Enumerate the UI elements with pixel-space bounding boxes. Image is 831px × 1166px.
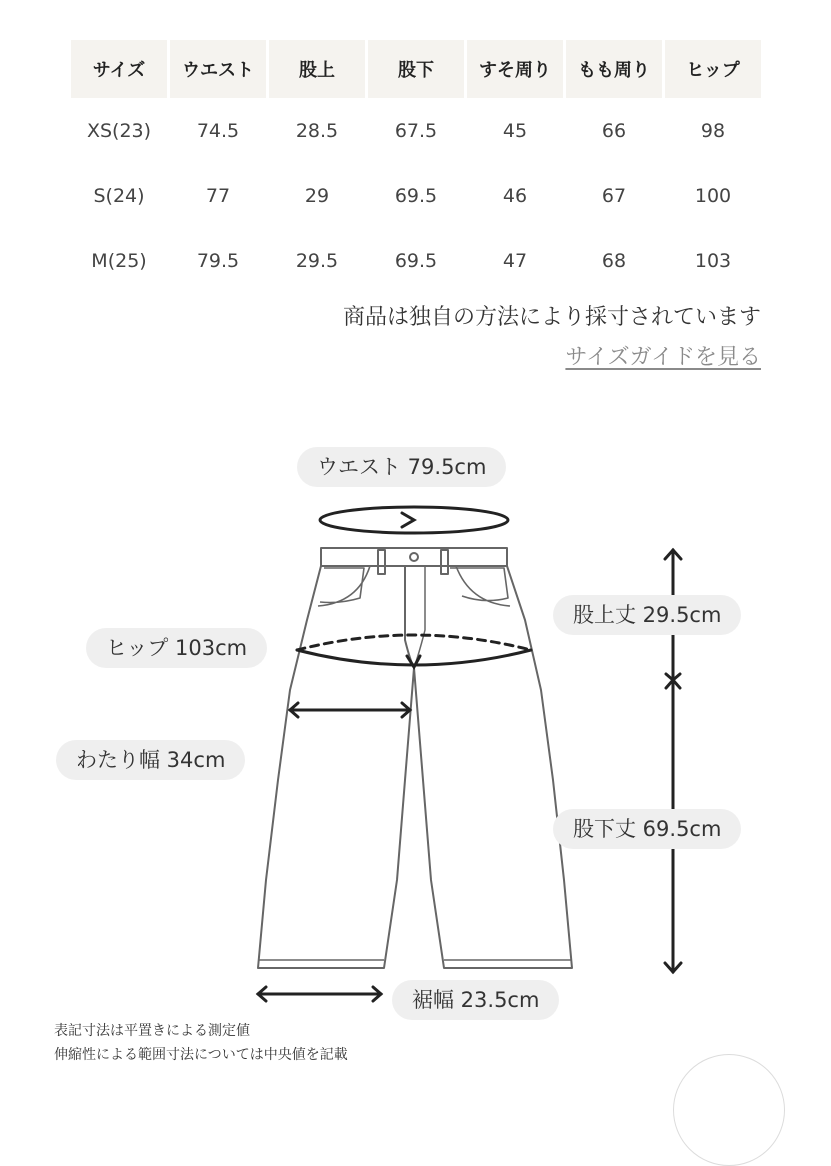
table-cell: 67 (601, 184, 627, 207)
table-cell: 69.5 (394, 184, 438, 207)
pants-waistband (321, 548, 507, 566)
header-hip: ヒップ (665, 40, 761, 98)
table-cell-size: S(24) (93, 184, 145, 207)
thigh-label: わたり幅 34cm (56, 740, 245, 780)
table-cell: 45 (502, 119, 528, 142)
header-inseam: 股下 (368, 40, 464, 98)
table-cell: 74.5 (196, 119, 240, 142)
floating-button[interactable] (673, 1054, 785, 1166)
header-waist: ウエスト (170, 40, 266, 98)
table-cell: 67.5 (394, 119, 438, 142)
footnote-line: 表記寸法は平置きによる測定値 (54, 1023, 250, 1039)
header-size: サイズ (71, 40, 167, 98)
hem-label: 裾幅 23.5cm (392, 980, 559, 1020)
header-rise: 股上 (269, 40, 365, 98)
footnote-line: 伸縮性による範囲寸法については中央値を記載 (54, 1047, 348, 1063)
inseam-label: 股下丈 69.5cm (553, 809, 741, 849)
header-hem: すそ周り (467, 40, 563, 98)
size-guide-link[interactable]: サイズガイドを見る (565, 345, 761, 370)
table-cell: 69.5 (394, 249, 438, 272)
table-cell: 29.5 (295, 249, 339, 272)
table-cell: 29 (304, 184, 330, 207)
table-cell: 103 (694, 249, 732, 272)
table-cell: 46 (502, 184, 528, 207)
table-cell: 68 (601, 249, 627, 272)
pants-outline (258, 566, 572, 968)
waist-label: ウエスト 79.5cm (297, 447, 506, 487)
table-cell: 98 (700, 119, 726, 142)
table-cell-size: XS(23) (86, 119, 152, 142)
header-thigh: もも周り (566, 40, 662, 98)
measurement-note: 商品は独自の方法により採寸されています (342, 305, 761, 330)
waist-arrowhead (402, 513, 414, 527)
table-cell: 77 (205, 184, 231, 207)
table-cell: 79.5 (196, 249, 240, 272)
table-cell: 28.5 (295, 119, 339, 142)
table-cell-size: M(25) (91, 249, 147, 272)
table-cell: 100 (694, 184, 732, 207)
table-cell: 66 (601, 119, 627, 142)
table-cell: 47 (502, 249, 528, 272)
hip-label: ヒップ 103cm (86, 628, 267, 668)
rise-label: 股上丈 29.5cm (553, 595, 741, 635)
